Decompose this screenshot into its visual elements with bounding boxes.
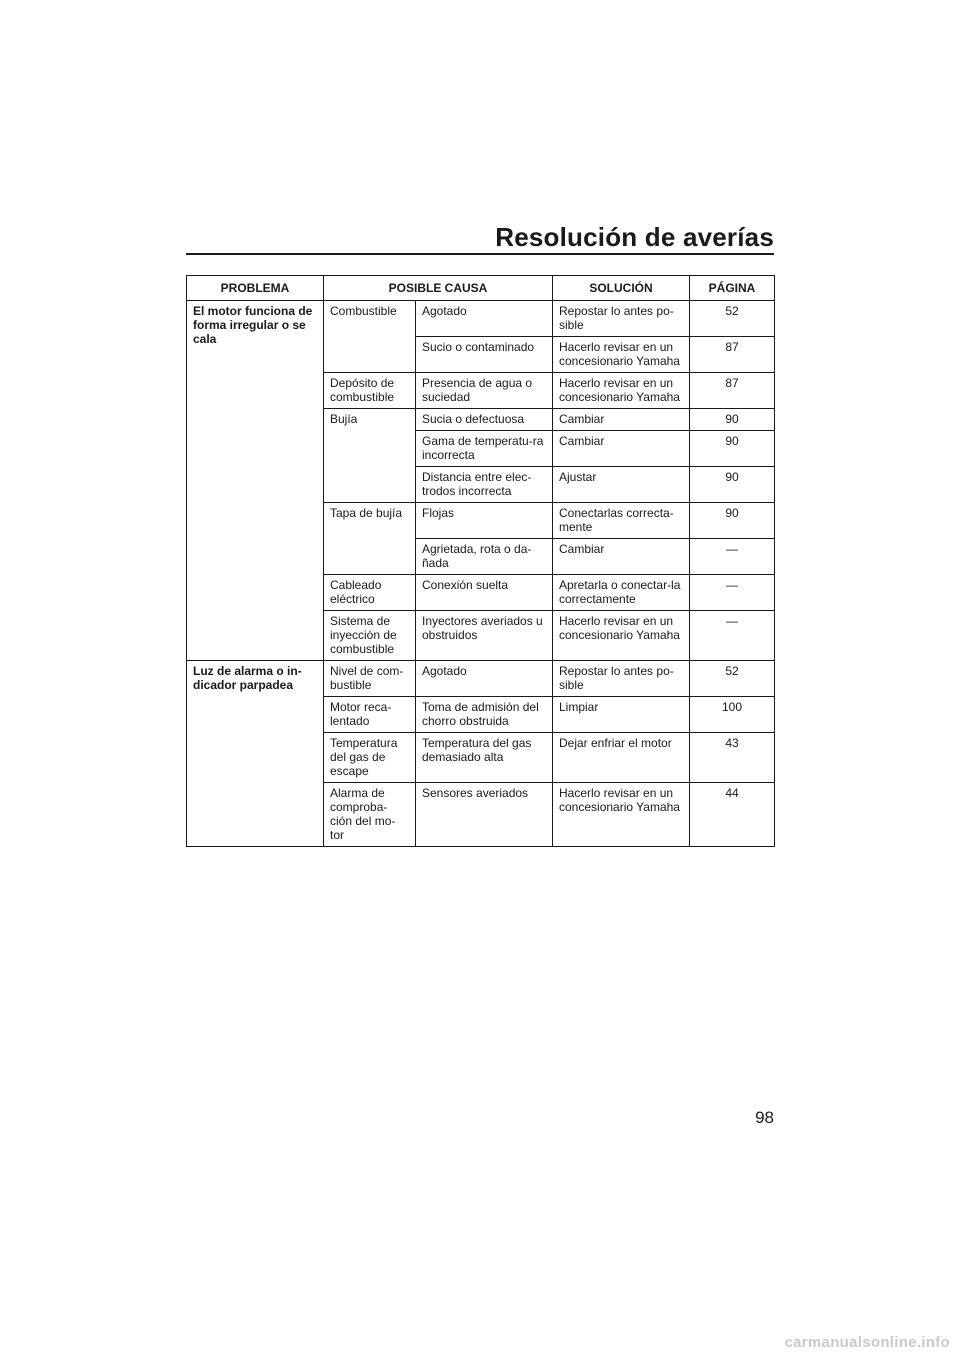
troubleshooting-table xyxy=(186,275,775,847)
page-cell: 52 xyxy=(690,301,775,337)
cause-cell: Nivel de com-bustible xyxy=(324,661,416,697)
header-cause: POSIBLE CAUSA xyxy=(324,276,553,301)
page-cell: 43 xyxy=(690,733,775,783)
page-cell: 90 xyxy=(690,467,775,503)
solution-cell: Hacerlo revisar en un concesionario Yamaha xyxy=(553,611,690,661)
page-cell: 87 xyxy=(690,373,775,409)
page-cell: 90 xyxy=(690,503,775,539)
page-cell: 90 xyxy=(690,409,775,431)
solution-cell: Hacerlo revisar en un concesionario Yamaha xyxy=(553,373,690,409)
title-rule xyxy=(186,253,774,255)
detail-cell: Conexión suelta xyxy=(416,575,553,611)
page-number: 98 xyxy=(755,1108,774,1127)
cause-cell: Alarma de comproba-ción del mo-tor xyxy=(324,783,416,847)
detail-cell: Agotado xyxy=(416,301,553,337)
table-row xyxy=(187,301,775,337)
detail-cell: Inyectores averiados u obstruidos xyxy=(416,611,553,661)
detail-cell: Flojas xyxy=(416,503,553,539)
table-body xyxy=(187,301,775,847)
table-header xyxy=(187,276,775,301)
detail-cell: Sensores averiados xyxy=(416,783,553,847)
cause-cell: Cableado eléctrico xyxy=(324,575,416,611)
cause-cell: Bujía xyxy=(324,409,416,503)
header-problem: PROBLEMA xyxy=(187,276,324,301)
solution-cell: Dejar enfriar el motor xyxy=(553,733,690,783)
detail-cell: Toma de admisión del chorro obstruida xyxy=(416,697,553,733)
solution-cell: Apretarla o conectar-la correctamente xyxy=(553,575,690,611)
solution-cell: Limpiar xyxy=(553,697,690,733)
cause-cell: Tapa de bujía xyxy=(324,503,416,575)
cause-cell: Combustible xyxy=(324,301,416,373)
header-solution: SOLUCIÓN xyxy=(553,276,690,301)
problem-cell: Luz de alarma o in-dicador parpadea xyxy=(187,661,324,847)
page-cell: — xyxy=(690,611,775,661)
page-title: Resolución de averías xyxy=(495,222,774,252)
cause-cell: Temperatura del gas de escape xyxy=(324,733,416,783)
page-cell: 44 xyxy=(690,783,775,847)
cause-cell: Motor reca-lentado xyxy=(324,697,416,733)
solution-cell: Cambiar xyxy=(553,431,690,467)
watermark: carmanualsonline.info xyxy=(784,1334,950,1351)
page-cell: 52 xyxy=(690,661,775,697)
detail-cell: Distancia entre elec-trodos incorrecta xyxy=(416,467,553,503)
solution-cell: Repostar lo antes po-sible xyxy=(553,661,690,697)
page-cell: — xyxy=(690,575,775,611)
detail-cell: Agotado xyxy=(416,661,553,697)
detail-cell: Presencia de agua o suciedad xyxy=(416,373,553,409)
page-cell: — xyxy=(690,539,775,575)
detail-cell: Sucia o defectuosa xyxy=(416,409,553,431)
header-row xyxy=(187,276,775,301)
solution-cell: Conectarlas correcta-mente xyxy=(553,503,690,539)
solution-cell: Cambiar xyxy=(553,409,690,431)
page-cell: 87 xyxy=(690,337,775,373)
detail-cell: Gama de temperatu-ra incorrecta xyxy=(416,431,553,467)
header-page: PÁGINA xyxy=(690,276,775,301)
solution-cell: Hacerlo revisar en un concesionario Yamaha xyxy=(553,337,690,373)
problem-cell: El motor funciona de forma irregular o se cala xyxy=(187,301,324,661)
cause-cell: Sistema de inyección de combustible xyxy=(324,611,416,661)
detail-cell: Temperatura del gas demasiado alta xyxy=(416,733,553,783)
detail-cell: Agrietada, rota o da-ñada xyxy=(416,539,553,575)
solution-cell: Cambiar xyxy=(553,539,690,575)
page-cell: 100 xyxy=(690,697,775,733)
solution-cell: Hacerlo revisar en un concesionario Yamaha xyxy=(553,783,690,847)
cause-cell: Depósito de combustible xyxy=(324,373,416,409)
page-cell: 90 xyxy=(690,431,775,467)
solution-cell: Ajustar xyxy=(553,467,690,503)
table-row xyxy=(187,661,775,697)
solution-cell: Repostar lo antes po-sible xyxy=(553,301,690,337)
detail-cell: Sucio o contaminado xyxy=(416,337,553,373)
